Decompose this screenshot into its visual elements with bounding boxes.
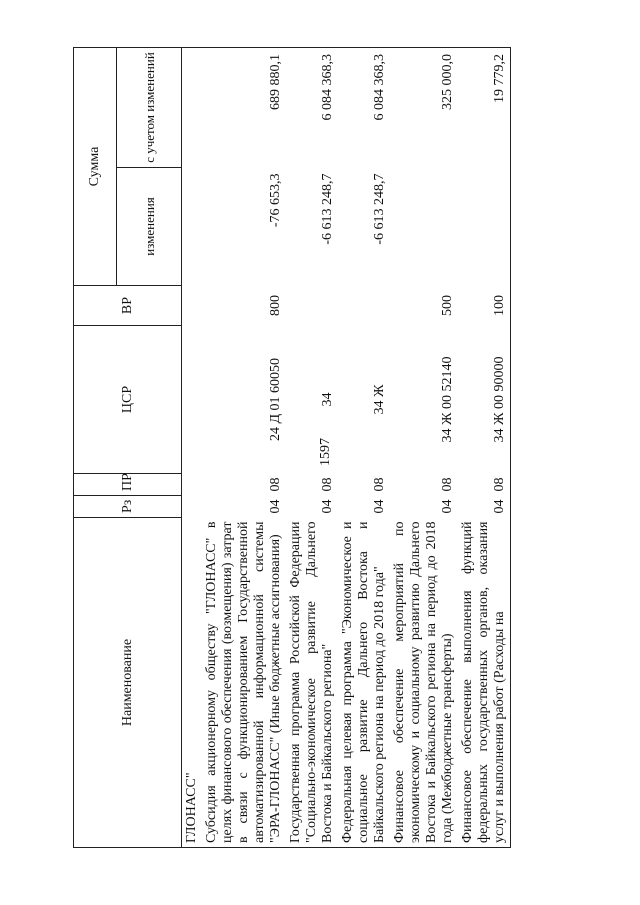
header-csr: ЦСР — [74, 326, 182, 474]
row-total: 19 779,2 — [458, 48, 511, 168]
row-pr — [182, 474, 203, 496]
row-csr: 34 Ж 00 52140 — [440, 356, 455, 443]
header-name: Наименование — [74, 518, 182, 848]
row-total — [182, 48, 203, 168]
row-pr: 08 — [320, 477, 335, 492]
row-name: Субсидия акционерному обществу "ГЛОНАСС" в целях финансового обеспечения (возмещения) затрат в связи с функционированием Государственной автоматизированной информационной системы "ЭРА-ГЛОНАСС" (Иные бюджетные ассигнования) — [202, 518, 286, 848]
row-csr: 24 Д 01 60050 — [268, 357, 283, 442]
row-total: 6 084 368,3 — [286, 48, 338, 168]
row-pr: 08 — [268, 477, 283, 492]
row-total: 6 084 368,3 — [338, 48, 390, 168]
row-change: -76 653,3 — [268, 173, 283, 228]
row-rz: 04 — [372, 499, 387, 514]
row-change — [182, 168, 203, 286]
row-csr: 34 Ж — [372, 384, 387, 415]
header-sum-change: изменения — [117, 168, 182, 286]
row-name: Финансовое обеспечение выполнения функций федеральных государственных органов, оказания услуг и выполнения работ (Расходы на — [458, 518, 511, 848]
row-vr — [338, 286, 390, 326]
row-vr: 500 — [440, 295, 455, 316]
header-rz: Рз — [74, 496, 182, 518]
row-change: -6 613 248,7 — [320, 173, 335, 245]
row-change — [390, 168, 458, 286]
table-row — [458, 48, 511, 848]
table-row — [390, 48, 458, 848]
rotated-budget-table-page — [73, 48, 598, 848]
row-pr: 08 — [458, 474, 511, 496]
row-vr: 800 — [268, 295, 283, 316]
row-rz: 04 — [440, 499, 455, 514]
header-sum-with-changes: с учетом изменений — [117, 48, 182, 168]
row-rz — [182, 496, 203, 518]
table-row — [202, 48, 286, 848]
table-row — [286, 48, 338, 848]
row-pr: 08 — [440, 477, 455, 492]
table-row — [182, 48, 203, 848]
row-change: -6 613 248,7 — [372, 173, 387, 245]
row-rz: 04 — [268, 499, 283, 514]
row-name: Финансовое обеспечение мероприятий по экономическому и социальному развитию Дальнего Востока и Байкальского региона на период до 2018 года (Межбюджетные трансферты) — [390, 518, 458, 848]
row-name: Государственная программа Российской Федерации "Социально-экономическое развитие Дальнего Востока и Байкальского региона" — [286, 518, 338, 848]
row-name: Федеральная целевая программа "Экономическое и социальное развитие Дальнего Востока и Байкальского региона на период до 2018 года" — [338, 518, 390, 848]
row-csr: 34 Ж 00 90000 — [458, 326, 511, 474]
table-row — [338, 48, 390, 848]
row-vr — [286, 286, 338, 326]
row-change — [458, 168, 511, 286]
row-csr — [182, 326, 203, 474]
row-rz: 04 — [320, 499, 335, 514]
row-total: 325 000,0 — [390, 48, 458, 168]
row-pr: 08 — [372, 477, 387, 492]
row-name: ГЛОНАСС" — [182, 518, 203, 848]
header-vr: ВР — [74, 286, 182, 326]
row-total: 689 880,1 — [202, 48, 286, 168]
header-sum: Сумма — [74, 48, 117, 286]
header-pr: ПР — [74, 474, 182, 496]
budget-table — [73, 47, 511, 848]
row-vr — [182, 286, 203, 326]
row-csr: 34 — [320, 392, 335, 407]
row-rz: 04 — [458, 496, 511, 518]
page-number: 1597 — [318, 438, 333, 466]
row-vr: 100 — [458, 286, 511, 326]
